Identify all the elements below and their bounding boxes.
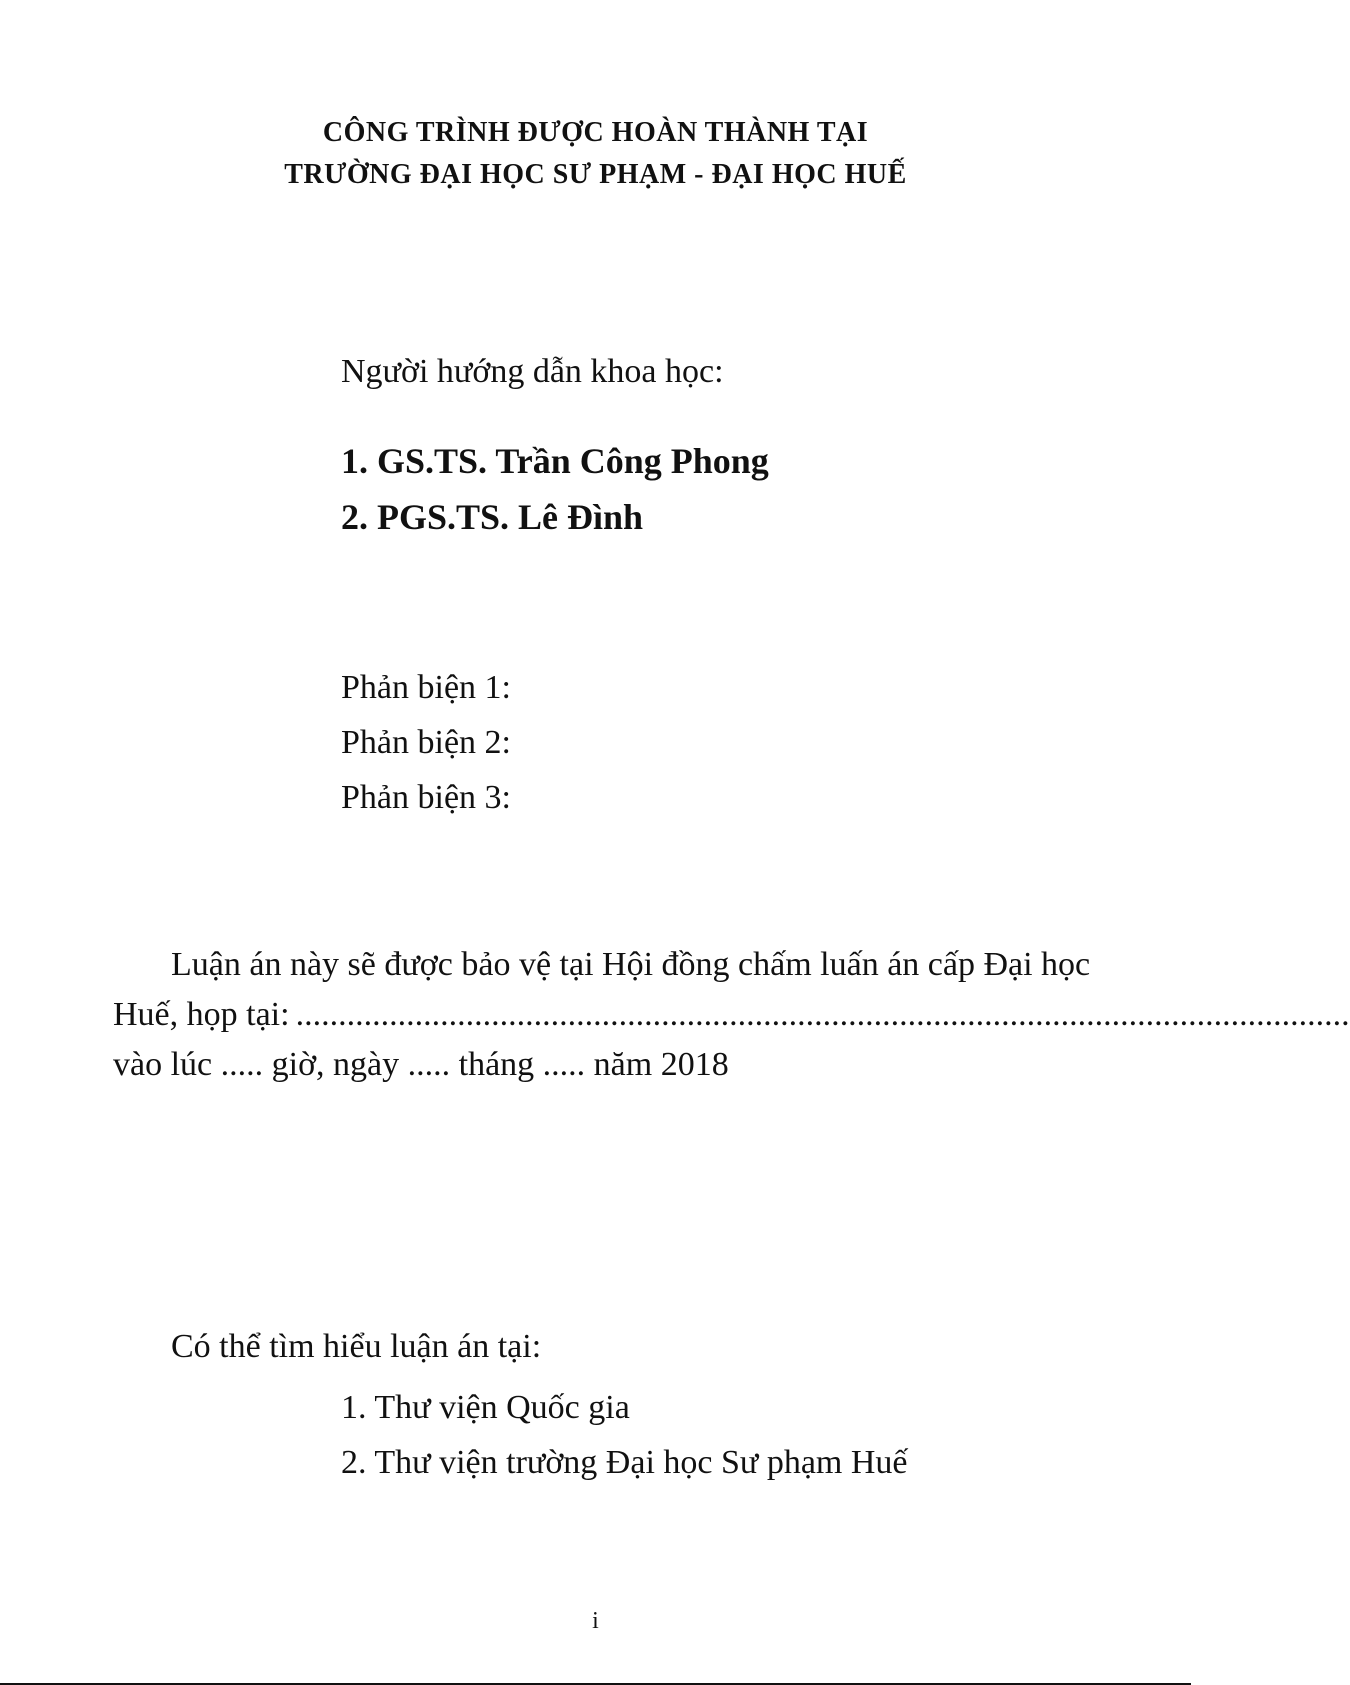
reviewer-item: Phản biện 1: — [341, 669, 511, 706]
advisor-list — [341, 433, 769, 545]
advisor-item: 1. GS.TS. Trần Công Phong — [341, 441, 769, 481]
library-item: 1. Thư viện Quốc gia — [341, 1389, 630, 1426]
defense-line-3: vào lúc ..... giờ, ngày ..... tháng ..... năm 2018 — [113, 1046, 729, 1083]
library-list — [341, 1380, 908, 1490]
defense-venue-dots: ............................................................................................................................ — [295, 996, 1350, 1033]
defense-venue-label: Huế, họp tại: — [113, 996, 290, 1033]
library-label: Có thể tìm hiểu luận án tại: — [171, 1328, 542, 1365]
advisor-item: 2. PGS.TS. Lê Đình — [341, 497, 644, 537]
header-line-2: TRƯỜNG ĐẠI HỌC SƯ PHẠM - ĐẠI HỌC HUẾ — [284, 159, 907, 190]
page-number: i — [592, 1608, 599, 1634]
advisor-label: Người hướng dẫn khoa học: — [341, 353, 724, 390]
reviewer-list — [341, 660, 511, 825]
library-item: 2. Thư viện trường Đại học Sư phạm Huế — [341, 1444, 908, 1481]
header-line-1: CÔNG TRÌNH ĐƯỢC HOÀN THÀNH TẠI — [322, 117, 869, 148]
defense-line-2 — [113, 990, 1350, 1040]
institution-header — [0, 112, 1191, 196]
reviewer-item: Phản biện 3: — [341, 779, 511, 816]
defense-paragraph — [113, 940, 1350, 1090]
reviewer-item: Phản biện 2: — [341, 724, 511, 761]
defense-line-1: Luận án này sẽ được bảo vệ tại Hội đồng chấm luấn án cấp Đại học — [171, 946, 1091, 983]
